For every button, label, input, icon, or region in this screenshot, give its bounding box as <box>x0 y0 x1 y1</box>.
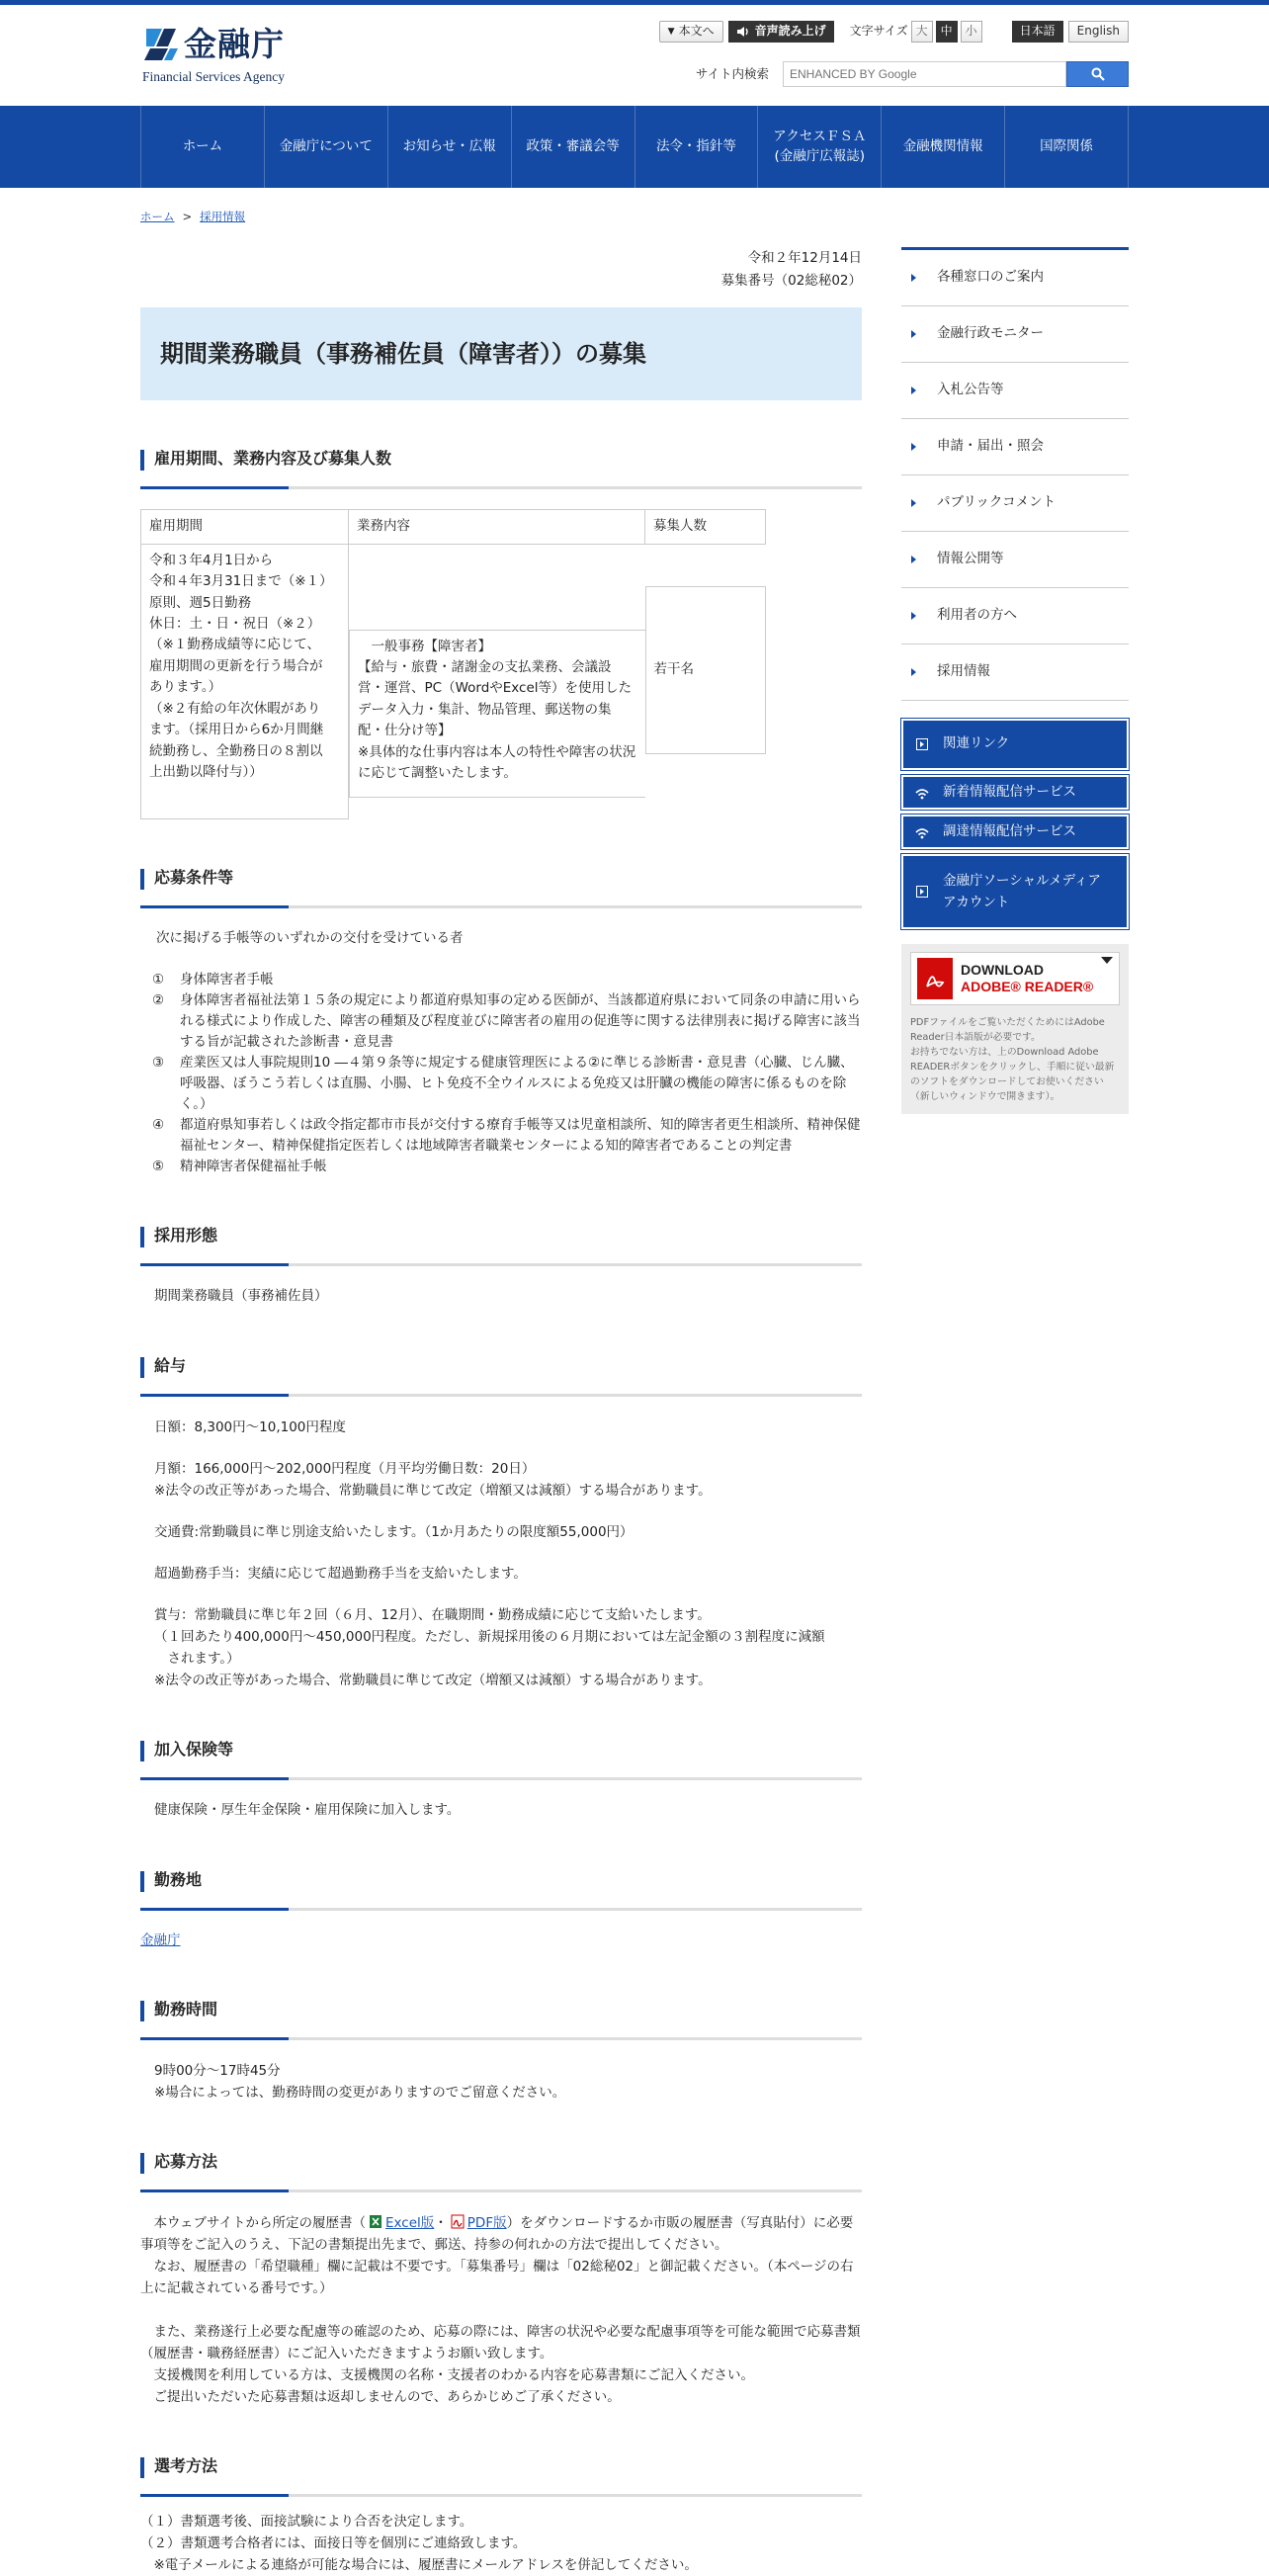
section-heading-location: 勤務地 <box>140 1865 862 1911</box>
sidebar-item-tender[interactable]: 入札公告等 <box>901 363 1129 419</box>
logo-japanese: 金融庁 <box>184 25 285 63</box>
arrow-right-icon <box>911 386 916 394</box>
adobe-download-text: DOWNLOAD <box>961 962 1044 978</box>
nav-home[interactable]: ホーム <box>141 106 265 188</box>
application-paragraph-2: また、業務遂行上必要な配慮等の確認のため、応募の際には、障害の状況や必要な配慮事項等を可能な範囲で応募書類（履歴書・職務経歴書）にご記入いただきますようお願い致します。 支援機関を利用している方は、支援機関の名称・支援者のわかる内容を応募書類にご記入ください。 ご提出いただいた応募書類は返却しませんので、あらかじめご了承ください。 <box>140 2324 861 2406</box>
sidebar-item-monitor[interactable]: 金融行政モニター <box>901 306 1129 363</box>
employment-table <box>140 509 766 819</box>
sidebar-item-public-comment[interactable]: パブリックコメント <box>901 475 1129 532</box>
table-header-duties: 業務内容 <box>349 510 645 545</box>
nav-international[interactable]: 国際関係 <box>1005 106 1129 188</box>
adobe-reader-download-button[interactable] <box>910 952 1120 1005</box>
excel-download-link[interactable]: Excel版 <box>385 2215 435 2232</box>
adobe-reader-text: ADOBE® READER® <box>961 979 1094 994</box>
nav-access-fsa[interactable]: アクセスＦＳＡ (金融庁広報誌) <box>758 106 882 188</box>
arrow-right-icon <box>911 330 916 338</box>
salary-monthly: 月額：166,000円～202,000円程度（月平均労働日数：20日） ※法令の改正等があった場合、常勤職員に準じて改定（増額又は減額）する場合があります。 <box>154 1460 712 1499</box>
adobe-note: PDFファイルをご覧いただくためにはAdobe Reader日本語版が必要です。 お持ちでない方は、上のDownload Adobe READERボタンをクリックし、手順に従い最新のソフトをダウンロードしてお使いください（新しいウィンドウで開きます）。 <box>910 1017 1115 1102</box>
page-title: 期間業務職員（事務補佐員（障害者））の募集 <box>140 307 862 400</box>
recruit-number: 募集番号（02総秘02） <box>720 273 862 289</box>
table-cell-count: 若干名 <box>645 586 766 754</box>
arrow-right-icon <box>911 499 916 507</box>
salary-daily: 日額：8,300円～10,100円程度 <box>154 1418 346 1435</box>
search-label: サイト内検索 <box>695 65 769 81</box>
nav-laws[interactable]: 法令・指針等 <box>635 106 759 188</box>
arrow-box-icon <box>915 885 929 899</box>
social-media-button[interactable]: 金融庁ソーシャルメディア アカウント <box>901 854 1129 929</box>
sidebar-item-contact[interactable]: 各種窓口のご案内 <box>901 250 1129 306</box>
speaker-icon <box>736 26 750 38</box>
nav-policy[interactable]: 政策・審議会等 <box>512 106 635 188</box>
pdf-file-icon <box>451 2214 465 2229</box>
requirements-list <box>140 970 862 1177</box>
table-row <box>141 544 766 818</box>
lang-english-button[interactable]: English <box>1068 21 1129 43</box>
list-item: ④ 都道府県知事若しくは政令指定都市市長が交付する療育手帳等又は児童相談所、知的障害者更生相談所、精神保健福祉センター、精神保健指定医若しくは地域障害者職業センターによる知的障害者であることの判定書 <box>152 1116 861 1154</box>
search-button[interactable] <box>1066 61 1129 87</box>
adobe-reader-box <box>901 944 1129 1114</box>
list-item: ② 身体障害者福祉法第１５条の規定により都道府県知事の定める医師が、当該都道府県において同条の申請に用いられる様式により作成した、障害の種類及び程度並びに障害者の雇用の促進等に関する法律別表に掲げる障害に該当する旨が記載された診断書・意見書 <box>152 991 861 1050</box>
sidebar-item-recruit[interactable]: 採用情報 <box>901 644 1129 701</box>
breadcrumb-separator: > <box>182 210 193 223</box>
section-heading-salary: 給与 <box>140 1351 862 1397</box>
download-arrow-icon <box>1101 957 1113 964</box>
arrow-right-icon <box>911 612 916 620</box>
sidebar <box>901 247 1129 1114</box>
application-block <box>140 2212 862 2408</box>
font-size-small-button[interactable]: 小 <box>961 21 982 43</box>
date-block <box>140 247 862 293</box>
arrow-right-icon <box>911 274 916 282</box>
table-header-count: 募集人数 <box>645 510 766 545</box>
search-input[interactable] <box>783 61 1066 87</box>
adobe-logo-icon <box>917 958 953 999</box>
table-cell-period: 令和３年4月1日から 令和４年3月31日まで（※１） 原則、週5日勤務 休日：土・日・祝日（※２） （※１勤務成績等に応じて、 雇用期間の更新を行う場合が あります。） （※２有給の年次休暇があり ます。（採用日から6か月間継 続勤務し、全勤務日の８割以 上出勤以降付与）） <box>141 544 349 818</box>
rss-icon <box>915 786 929 800</box>
section-heading-selection: 選考方法 <box>140 2451 862 2497</box>
sidebar-menu <box>901 247 1129 701</box>
rss-icon <box>915 825 929 839</box>
news-delivery-button[interactable]: 新着情報配信サービス <box>901 775 1129 810</box>
arrow-right-icon <box>911 668 916 676</box>
breadcrumb <box>140 208 245 226</box>
read-aloud-button[interactable]: 音声読み上げ <box>728 21 834 43</box>
table-header-period: 雇用期間 <box>141 510 349 545</box>
salary-overtime: 超過勤務手当：実績に応じて超過勤務手当を支給いたします。 <box>154 1565 527 1582</box>
section-heading-requirements: 応募条件等 <box>140 863 862 908</box>
global-nav <box>0 106 1269 188</box>
site-header <box>140 5 1129 106</box>
logo-english: Financial Services Agency <box>142 69 285 84</box>
breadcrumb-current-link[interactable]: 採用情報 <box>200 210 246 223</box>
related-links-button[interactable]: 関連リンク <box>901 719 1129 770</box>
font-size-label: 文字サイズ <box>849 24 908 39</box>
table-cell-duties: 一般事務【障害者】 【給与・旅費・諸謝金の支払業務、会議設営・運営、PC（WordやExcel等）を使用したデータ入力・集計、物品管理、郵送物の集配・仕分け等】 ※具体的な仕事内容は本人の特性や障害の状況に応じて調整いたします。 <box>349 630 645 798</box>
section-heading-application: 応募方法 <box>140 2147 862 2192</box>
section-heading-hours: 勤務時間 <box>140 1995 862 2040</box>
employment-type-text: 期間業務職員（事務補佐員） <box>154 1287 328 1304</box>
salary-block <box>140 1417 862 1691</box>
selection-text: （１）書類選考後、面接試験により合否を決定します。 （２）書類選考合格者には、面接日等を個別にご連絡致します。 ※電子メールによる連絡が可能な場合には、履歴書にメールアドレスを併記してください。 <box>140 2514 698 2574</box>
list-item: ⑤ 精神障害者保健福祉手帳 <box>152 1158 327 1174</box>
skip-to-content-button[interactable]: ▼ 本文へ <box>659 21 723 43</box>
lang-japanese-button[interactable]: 日本語 <box>1012 21 1063 43</box>
insurance-text: 健康保険・厚生年金保険・雇用保険に加入します。 <box>154 1801 461 1818</box>
fsa-logo[interactable] <box>140 23 308 84</box>
arrow-box-icon <box>915 737 929 751</box>
requirements-intro: 次に掲げる手帳等のいずれかの交付を受けている者 <box>156 929 464 946</box>
section-heading-period: 雇用期間、業務内容及び募集人数 <box>140 444 862 489</box>
location-link[interactable]: 金融庁 <box>140 1932 181 1948</box>
hours-text: 9時00分～17時45分 ※場合によっては、勤務時間の変更がありますのでご留意ください。 <box>154 2063 566 2102</box>
pdf-download-link[interactable]: PDF版 <box>466 2215 507 2232</box>
salary-bonus: 賞与：常勤職員に準じ年２回（６月、12月）、在職期間・勤務成績に応じて支給いたします。 （１回あたり400,000円～450,000円程度。ただし、新規採用後の６月期においては左記金額の３割程度に減額 されます。） ※法令の改正等があった場合、常勤職員に準じて改定（増額又は減額）する場合があります。 <box>154 1606 825 1688</box>
arrow-right-icon <box>911 443 916 451</box>
sidebar-item-applications[interactable]: 申請・届出・照会 <box>901 419 1129 475</box>
nav-institutions[interactable]: 金融機関情報 <box>882 106 1005 188</box>
header-utility-bar <box>659 20 1129 43</box>
salary-transport: 交通費:常勤職員に準じ別途支給いたします。（1か月あたりの限度額55,000円） <box>154 1523 634 1540</box>
font-size-large-button[interactable]: 大 <box>911 21 933 43</box>
font-size-medium-button[interactable]: 中 <box>936 21 958 43</box>
excel-file-icon <box>369 2214 382 2229</box>
procurement-delivery-button[interactable]: 調達情報配信サービス <box>901 815 1129 849</box>
nav-news[interactable]: お知らせ・広報 <box>388 106 512 188</box>
search-icon <box>1091 67 1105 81</box>
main-content <box>140 247 862 2576</box>
triangle-down-icon: ▼ <box>667 26 675 37</box>
application-paragraph-1: 本ウェブサイトから所定の履歴書（ Excel版・ PDF版）をダウンロードするか市販の履歴書（写真貼付）に必要事項等をご記入のうえ、下記の書類提出先まで、郵送、持参の何れかの方法で提出してください。 なお、履歴書の「希望職種」欄に記載は不要です。「募集番号」欄は「02総秘02」と御記載ください。（本ページの右上に記載されている番号です。） <box>140 2215 854 2297</box>
sidebar-item-users[interactable]: 利用者の方へ <box>901 588 1129 644</box>
section-heading-employment-type: 採用形態 <box>140 1221 862 1266</box>
list-item: ① 身体障害者手帳 <box>152 971 274 987</box>
breadcrumb-home-link[interactable]: ホーム <box>140 210 175 223</box>
sidebar-item-disclosure[interactable]: 情報公開等 <box>901 532 1129 588</box>
section-heading-insurance: 加入保険等 <box>140 1735 862 1780</box>
arrow-right-icon <box>911 556 916 563</box>
post-date: 令和２年12月14日 <box>747 250 862 266</box>
list-item: ③ 産業医又は人事院規則10 ―４第９条等に規定する健康管理医による②に準じる診断書・意見書（心臓、じん臓、呼吸器、ぼうこう若しくは直腸、小腸、ヒト免疫不全ウイルスによる免疫又は肝臓の機能の障害に係るものを除く。） <box>152 1054 854 1112</box>
fsa-logo-icon <box>142 27 180 62</box>
table-row <box>141 510 766 545</box>
nav-about[interactable]: 金融庁について <box>265 106 388 188</box>
site-search <box>696 61 1129 87</box>
